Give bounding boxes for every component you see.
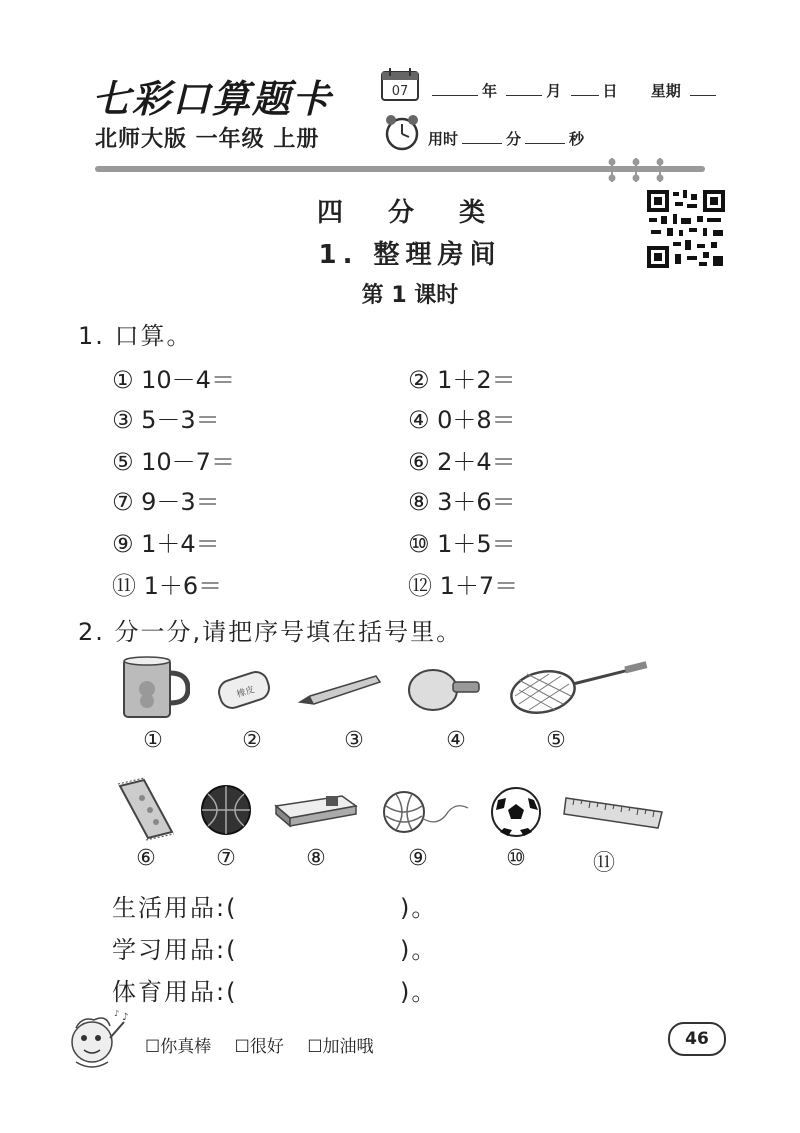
picture-label: ③: [344, 728, 364, 753]
category-living: 生活用品:(: [112, 894, 238, 922]
calc-item: ⑩ 1＋5＝: [408, 530, 516, 558]
picture-label: ②: [242, 728, 262, 753]
calc-item: ① 10－4＝: [112, 366, 235, 394]
rating-good[interactable]: ☐很好: [234, 1037, 284, 1057]
ruler-icon: [562, 786, 668, 834]
edition-label: 北师大版 一年级 上册: [95, 127, 320, 152]
month-label: 月: [546, 82, 562, 100]
calc-item: ⑤ 10－7＝: [112, 448, 235, 476]
eraser-text: 橡皮: [235, 685, 256, 701]
picture-label: ⑥: [136, 846, 156, 871]
picture-label: ④: [446, 728, 466, 753]
brand-title: 七彩口算题卡: [92, 76, 333, 121]
category-close: )。: [400, 894, 438, 922]
calc-item: ⑥ 2＋4＝: [408, 448, 516, 476]
picture-label: ⑦: [216, 846, 236, 871]
question-2-title: 2. 分一分,请把序号填在括号里。: [78, 618, 463, 646]
picture-label: ⑧: [306, 846, 326, 871]
alarm-clock-icon: [383, 112, 421, 152]
lesson-title: 1. 整理房间: [318, 240, 502, 270]
picture-label: ⑨: [408, 846, 428, 871]
calc-item: ⑫ 1＋7＝: [408, 572, 519, 600]
calendar-day: 07: [391, 84, 409, 99]
calc-item: ⑪ 1＋6＝: [112, 572, 223, 600]
period-label: 第 1 课时: [361, 283, 459, 308]
time-used-label: 用时: [428, 130, 459, 148]
calc-item: ③ 5－3＝: [112, 406, 220, 434]
year-label: 年: [482, 82, 498, 100]
calc-item: ⑧ 3＋6＝: [408, 488, 516, 516]
qr-code[interactable]: [645, 188, 727, 270]
svg-text:♪: ♪: [122, 1012, 129, 1023]
category-study: 学习用品:(: [112, 936, 238, 964]
self-rating[interactable]: [145, 1032, 392, 1057]
time-fields: [428, 128, 584, 149]
category-close: )。: [400, 936, 438, 964]
day-label: 日: [602, 82, 618, 100]
picture-label: ①: [143, 728, 163, 753]
unit-title: 四 分 类: [316, 198, 504, 228]
yarn-ball-icon: [378, 788, 472, 838]
soccer-ball-icon: [490, 786, 542, 838]
calc-item: ④ 0＋8＝: [408, 406, 516, 434]
rating-keep-trying[interactable]: ☐加油哦: [307, 1037, 374, 1057]
question-1-title: 1. 口算。: [78, 322, 193, 350]
minute-label: 分: [506, 130, 522, 148]
divider-ornament: [602, 156, 672, 184]
picture-label: ⑤: [546, 728, 566, 753]
second-label: 秒: [569, 130, 585, 148]
rating-great[interactable]: ☐你真棒: [145, 1037, 212, 1057]
page-number: 46: [668, 1022, 726, 1056]
category-close: )。: [400, 978, 438, 1006]
date-fields: [428, 80, 720, 101]
calendar-icon: [380, 66, 420, 102]
eraser-icon: [215, 668, 275, 712]
picture-label: ⑩: [506, 846, 526, 871]
calc-item: ⑦ 9－3＝: [112, 488, 220, 516]
basketball-icon: [200, 784, 252, 836]
svg-text:♪: ♪: [114, 1009, 120, 1018]
mug-icon: [118, 655, 190, 721]
pencil-icon: [296, 672, 382, 706]
badminton-racket-icon: [505, 660, 650, 720]
picture-label: ⑪: [592, 851, 615, 876]
calc-item: ⑨ 1＋4＝: [112, 530, 220, 558]
ping-pong-paddle-icon: [405, 664, 483, 714]
pencil-box-icon: [272, 792, 358, 828]
category-sports: 体育用品:(: [112, 978, 238, 1006]
towel-icon: [112, 776, 182, 842]
weekday-label: 星期: [650, 82, 681, 100]
calc-item: ② 1＋2＝: [408, 366, 516, 394]
mascot-icon: [62, 1008, 136, 1074]
